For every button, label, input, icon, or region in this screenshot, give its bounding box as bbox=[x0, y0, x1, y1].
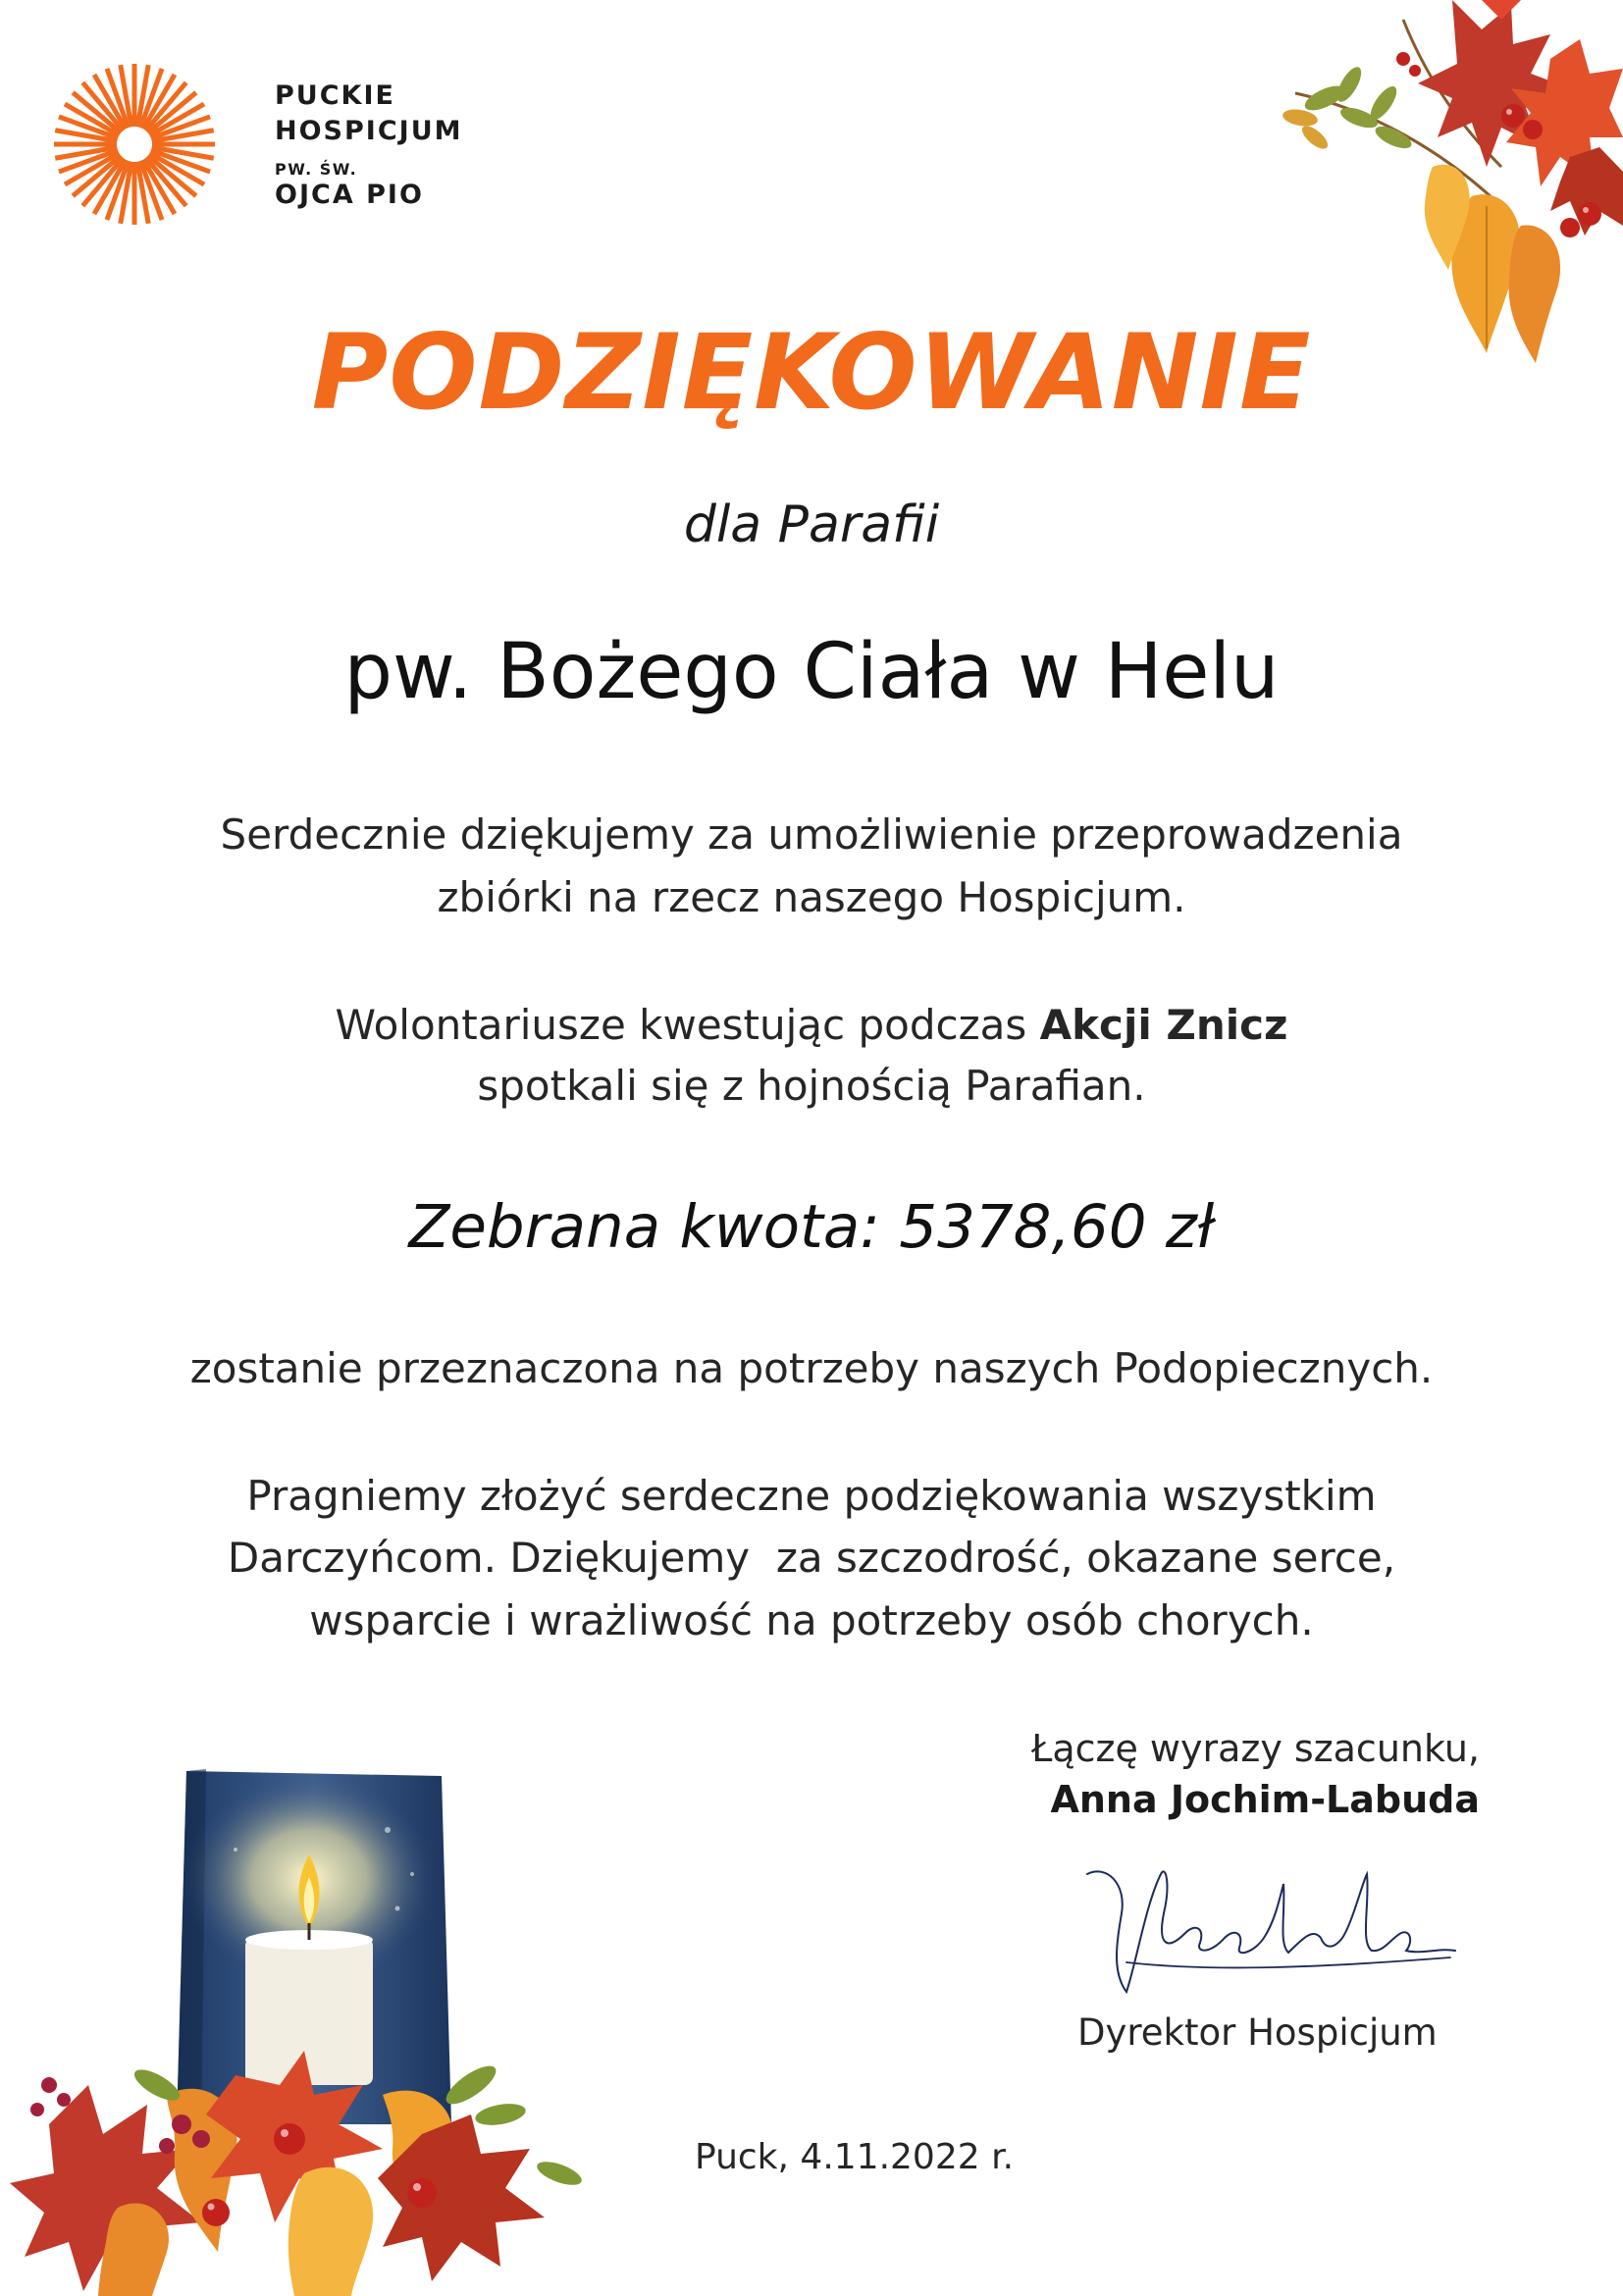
campaign-name: Akcji Znicz bbox=[1039, 1001, 1288, 1049]
paragraph-4-line-2: Darczyńcom. Dziękujemy za szczodrość, okazane serce, bbox=[227, 1534, 1396, 1582]
candle-lantern-icon bbox=[10, 1761, 657, 2296]
page-title: PODZIĘKOWANIE bbox=[311, 312, 1312, 433]
logo-line-1: PUCKIE bbox=[275, 80, 395, 111]
paragraph-4-line-3: wsparcie i wrażliwość na potrzeby osób chorych. bbox=[309, 1596, 1314, 1644]
recipient-intro: dla Parafii bbox=[683, 496, 940, 554]
logo-line-3: PW. ŚW. bbox=[275, 160, 358, 179]
sunburst-logo-icon bbox=[51, 61, 218, 228]
paragraph-2-line-1 bbox=[0, 1001, 1623, 1049]
signature-greeting: Łączę wyrazy szacunku, bbox=[1030, 1727, 1480, 1770]
document-date: Puck, 4.11.2022 r. bbox=[695, 2137, 1015, 2177]
paragraph-1-line-2: zbiórki na rzecz naszego Hospicjum. bbox=[437, 873, 1186, 921]
collected-amount: Zebrana kwota: 5378,60 zł bbox=[408, 1192, 1215, 1262]
logo-line-2: HOSPICJUM bbox=[275, 116, 463, 146]
paragraph-4-line-1: Pragniemy złożyć serdeczne podziękowania wszystkim bbox=[246, 1472, 1377, 1520]
paragraph-1-line-1: Serdecznie dziękujemy za umożliwienie przeprowadzenia bbox=[220, 810, 1403, 859]
signatory-role: Dyrektor Hospicjum bbox=[1077, 2011, 1438, 2054]
paragraph-2-text: Wolontariusze kwestując podczas bbox=[335, 1001, 1040, 1049]
handwritten-signature-icon bbox=[1068, 1845, 1460, 2002]
recipient-name: pw. Bożego Ciała w Helu bbox=[343, 628, 1280, 716]
logo-line-4: OJCA PIO bbox=[275, 180, 424, 210]
paragraph-3: zostanie przeznaczona na potrzeby naszych Podopiecznych. bbox=[189, 1344, 1434, 1392]
signatory-name: Anna Jochim-Labuda bbox=[1050, 1778, 1480, 1821]
paragraph-2-line-2: spotkali się z hojnością Parafian. bbox=[477, 1062, 1146, 1110]
